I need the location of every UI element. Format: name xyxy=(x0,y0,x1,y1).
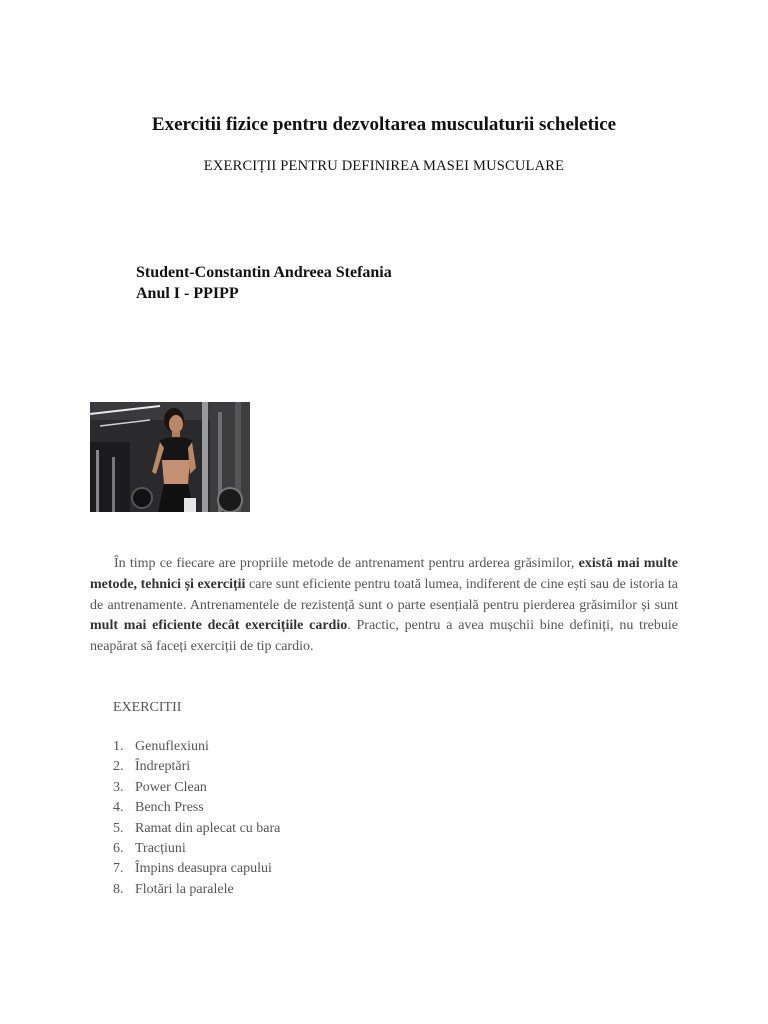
list-item-label: Ramat din aplecat cu bara xyxy=(135,820,281,836)
paragraph-text-1: În timp ce fiecare are propriile metode de antrenament pentru arderea grăsimilor, xyxy=(114,556,579,571)
exercises-list xyxy=(113,737,280,900)
list-item-number: 2. xyxy=(113,759,124,775)
list-item-number: 7. xyxy=(113,861,124,877)
list-item xyxy=(113,798,280,818)
exercises-heading: EXERCITII xyxy=(113,700,182,715)
gym-photo-illustration xyxy=(90,402,250,512)
list-item xyxy=(113,859,280,879)
intro-paragraph xyxy=(90,554,678,658)
list-item-number: 4. xyxy=(113,800,124,816)
list-item-number: 6. xyxy=(113,841,124,857)
list-item xyxy=(113,819,280,839)
list-item-label: Power Clean xyxy=(135,779,207,795)
list-item-label: Flotări la paralele xyxy=(135,881,234,897)
author-block xyxy=(136,262,392,304)
paragraph-text-2: care sunt eficiente pentru toată lumea, indiferent de cine ești sau de istoria ta de antrenamente. Antrenamentele de rezistență sunt o parte esențială pentru pierderea grăsimilor și sunt xyxy=(90,576,678,613)
list-item xyxy=(113,737,280,757)
list-item-number: 8. xyxy=(113,881,124,897)
author-year: Anul I - PPIPP xyxy=(136,285,239,302)
list-item-label: Bench Press xyxy=(135,800,204,816)
list-item-number: 5. xyxy=(113,820,124,836)
document-subtitle: EXERCIȚII PENTRU DEFINIREA MASEI MUSCULARE xyxy=(203,158,565,174)
paragraph-bold-2: mult mai eficiente decât exercițiile cardio xyxy=(90,618,348,634)
paragraph-bold-1: există mai multe metode, tehnici și exerciții xyxy=(90,556,678,592)
list-item-label: Îndreptări xyxy=(135,759,191,775)
list-item xyxy=(113,757,280,777)
gym-photo xyxy=(90,402,250,512)
list-item-label: Împins deasupra capului xyxy=(135,861,272,877)
list-item-label: Genuflexiuni xyxy=(135,739,209,754)
list-item-number: 3. xyxy=(113,779,124,795)
document-title: Exercitii fizice pentru dezvoltarea musculaturii scheletice xyxy=(151,114,617,135)
list-item-label: Tracțiuni xyxy=(135,841,186,857)
author-name: Student-Constantin Andreea Stefania xyxy=(136,264,392,281)
list-item-number: 1. xyxy=(113,739,124,754)
list-item xyxy=(113,778,280,798)
list-item xyxy=(113,839,280,859)
paragraph-text-3: . Practic, pentru a avea mușchii bine definiți, nu trebuie neapărat să faceți exerciții de tip cardio. xyxy=(90,618,678,655)
list-item xyxy=(113,880,280,900)
